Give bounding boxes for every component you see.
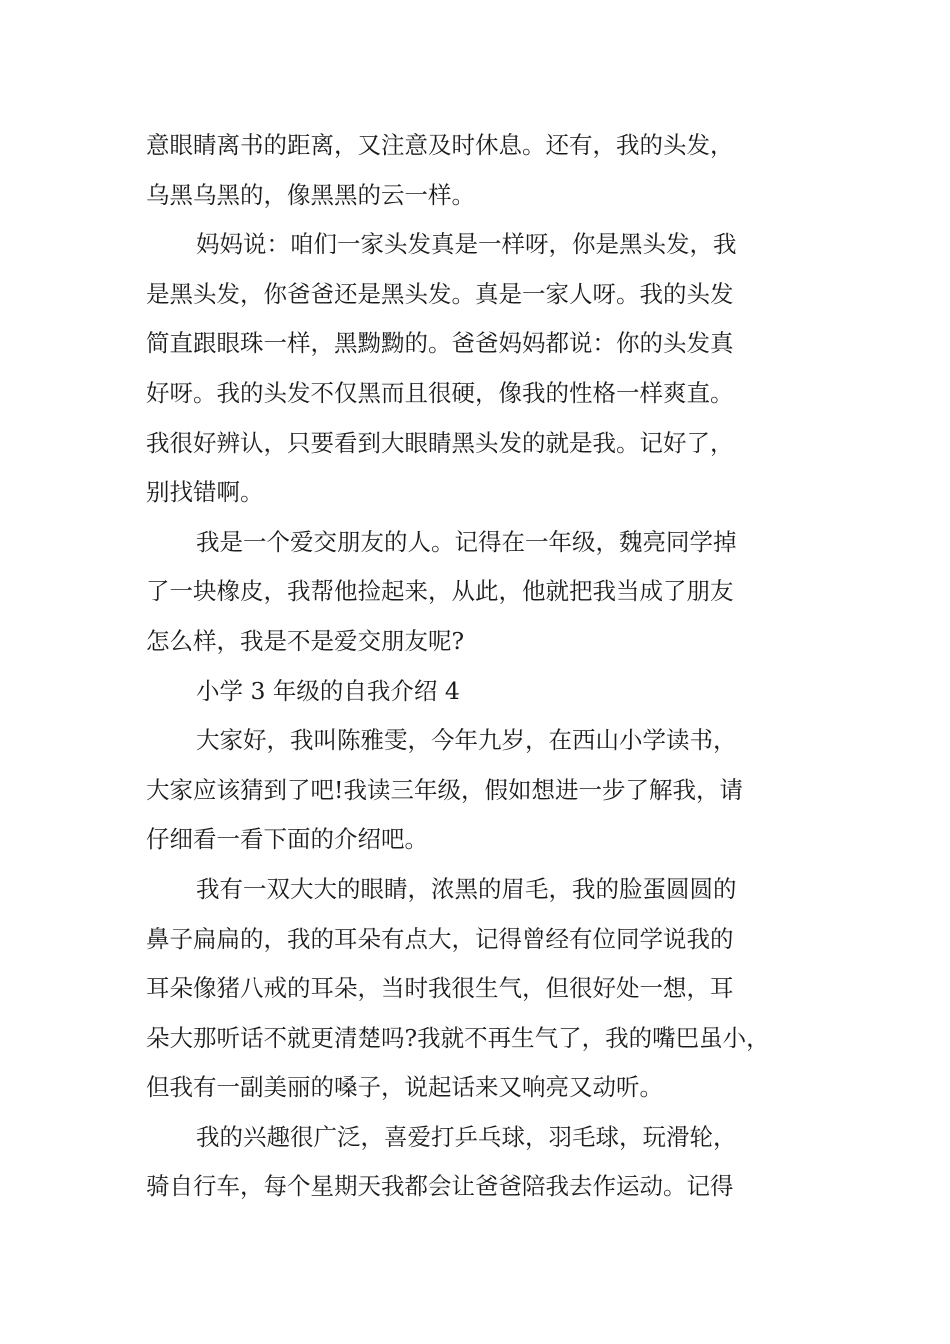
text-line: 乌黑乌黑的，像黑黑的云一样。 xyxy=(146,180,475,209)
text-line: 我很好辨认，只要看到大眼睛黑头发的就是我。记好了， xyxy=(146,428,734,457)
text-line: 鼻子扁扁的，我的耳朵有点大，记得曾经有位同学说我的 xyxy=(146,924,734,953)
text-line: 简直跟眼珠一样，黑黝黝的。爸爸妈妈都说：你的头发真 xyxy=(146,329,734,358)
text-line: 我的兴趣很广泛，喜爱打乒乓球，羽毛球，玩滑轮， xyxy=(196,1122,737,1151)
text-line: 但我有一副美丽的嗓子，说起话来又响亮又动听。 xyxy=(146,1073,663,1102)
text-line: 怎么样，我是不是爱交朋友呢? xyxy=(146,626,465,655)
document-body xyxy=(146,121,816,1212)
text-line: 我有一双大大的眼睛，浓黑的眉毛，我的脸蛋圆圆的 xyxy=(196,874,737,903)
section-heading: 小学 3 年级的自我介绍 4 xyxy=(196,676,460,705)
text-line: 我是一个爱交朋友的人。记得在一年级，魏亮同学掉 xyxy=(196,527,737,556)
text-line: 意眼睛离书的距离，又注意及时休息。还有，我的头发， xyxy=(146,131,734,159)
text-line: 妈妈说：咱们一家头发真是一样呀，你是黑头发，我 xyxy=(196,230,737,259)
text-line: 了一块橡皮，我帮他捡起来，从此，他就把我当成了朋友 xyxy=(146,577,734,606)
text-line: 大家应该猜到了吧!我读三年级，假如想进一步了解我，请 xyxy=(146,775,743,804)
text-line: 朵大那听话不就更清楚吗?我就不再生气了，我的嘴巴虽小， xyxy=(146,1023,770,1052)
text-line: 耳朵像猪八戒的耳朵，当时我很生气，但很好处一想，耳 xyxy=(146,974,734,1003)
text-line: 是黑头发，你爸爸还是黑头发。真是一家人呀。我的头发 xyxy=(146,279,734,308)
text-line: 骑自行车，每个星期天我都会让爸爸陪我去作运动。记得 xyxy=(146,1172,734,1201)
text-line: 好呀。我的头发不仅黑而且很硬，像我的性格一样爽直。 xyxy=(146,378,734,407)
text-line: 仔细看一看下面的介绍吧。 xyxy=(146,825,428,854)
text-line: 大家好，我叫陈雅雯，今年九岁，在西山小学读书， xyxy=(196,726,737,755)
text-line: 别找错啊。 xyxy=(146,478,264,507)
